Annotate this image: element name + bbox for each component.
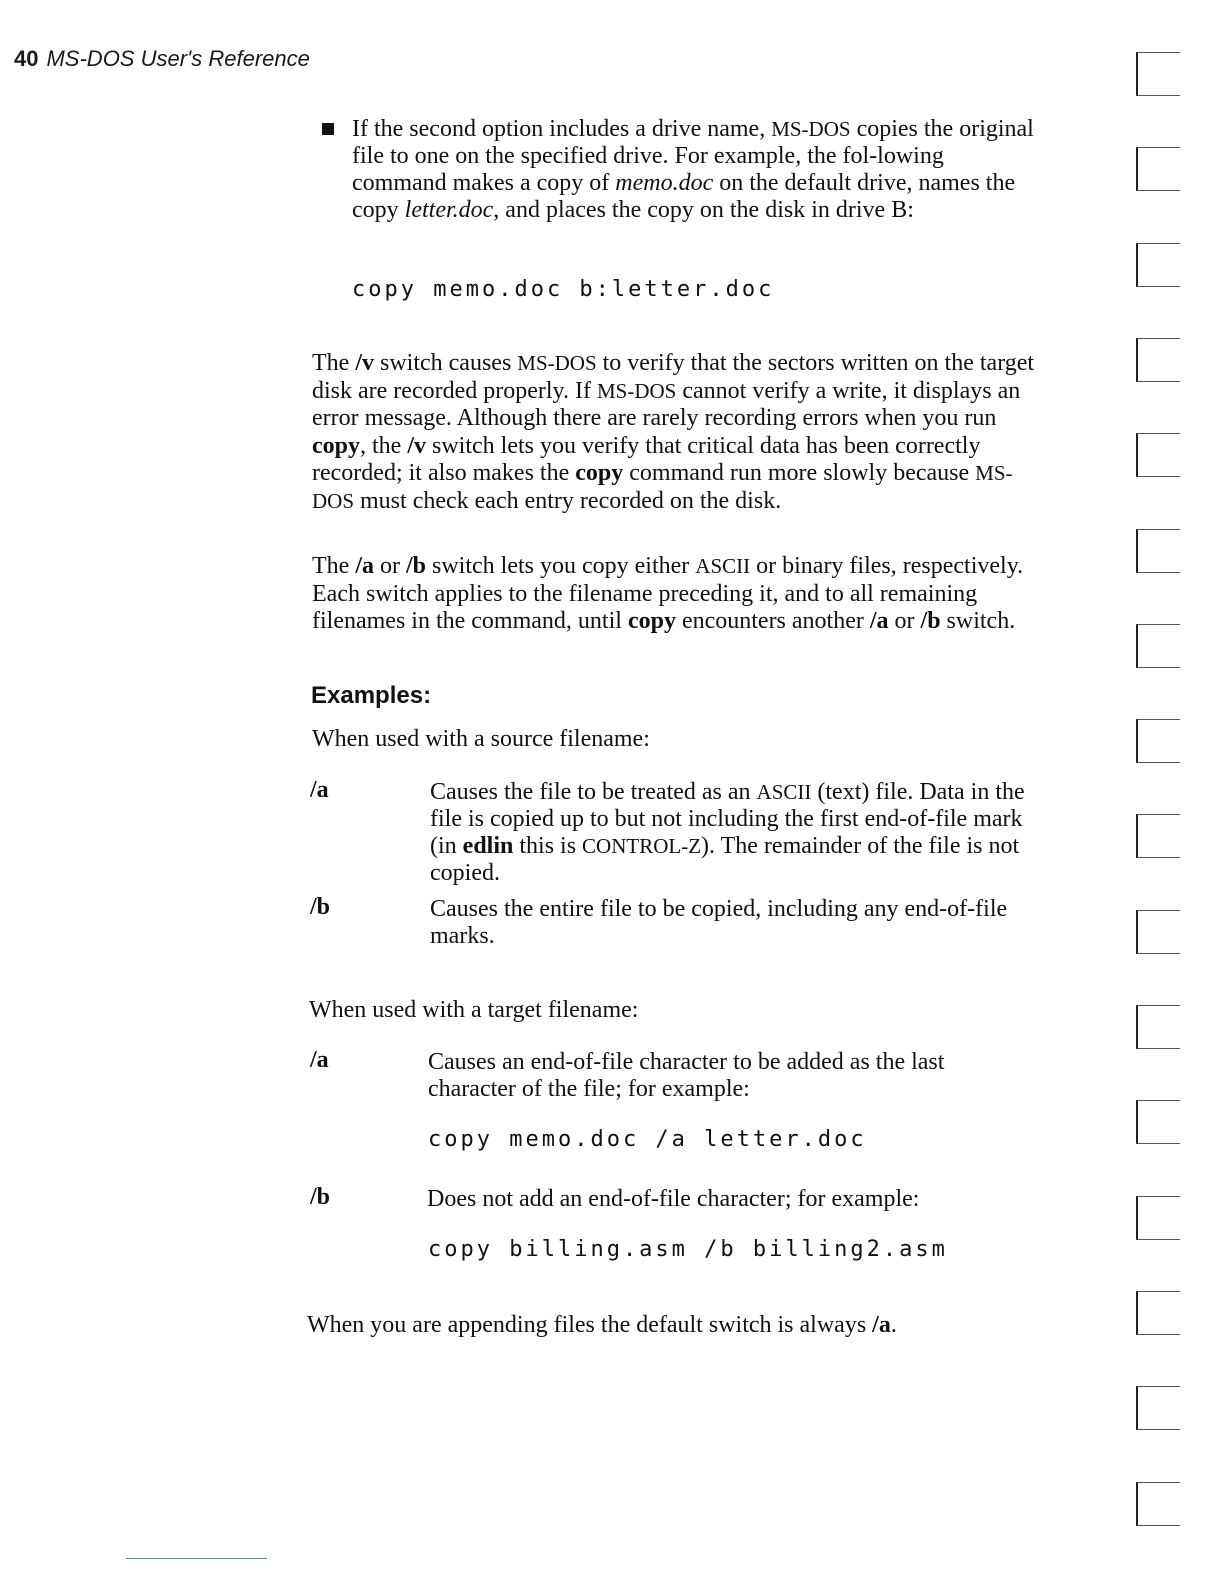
source-term-b: /b	[310, 894, 331, 920]
index-tab	[1136, 1005, 1180, 1049]
target-term-b: /b	[310, 1184, 331, 1210]
examples-heading: Examples:	[311, 682, 432, 709]
target-intro: When used with a target filename:	[309, 997, 639, 1023]
target-def-a: Causes an end-of-file character to be added as the last character of the file; for example:	[428, 1049, 945, 1102]
index-tab	[1136, 624, 1180, 668]
bullet-text: If the second option includes a drive name, MS-DOS copies the original file to one on the specified drive. For example, the fol-lowing command makes a copy of memo.doc on the default drive, names the copy letter.doc, and places the copy on the disk in drive B:	[352, 116, 1034, 223]
code-example-1: copy memo.doc b:letter.doc	[352, 277, 775, 302]
source-def-a: Causes the file to be treated as an ASCII (text) file. Data in the file is copied up to but not including the first end-of-file mark (in edlin this is CONTROL-Z). The remainder of the file is not copied.	[430, 779, 1025, 886]
index-tab	[1136, 719, 1180, 763]
closing-sentence: When you are appending files the default switch is always /a.	[307, 1312, 897, 1338]
source-intro: When used with a source filename:	[312, 726, 650, 752]
index-tab	[1136, 338, 1180, 382]
index-tab	[1136, 1196, 1180, 1240]
index-tab	[1136, 1386, 1180, 1430]
paragraph-ab-switch: The /a or /b switch lets you copy either ASCII or binary files, respectively. Each switch applies to the filename preceding it, and to all remaining filenames in the command, until copy encounters another /a or /b switch.	[312, 553, 1024, 634]
code-example-3: copy billing.asm /b billing2.asm	[428, 1237, 948, 1262]
source-term-a: /a	[310, 777, 329, 803]
index-tab-strip	[1128, 44, 1188, 1564]
bullet-square-icon	[322, 123, 334, 135]
paragraph-v-switch: The /v switch causes MS-DOS to verify that the sectors written on the target disk are recorded properly. If MS-DOS cannot verify a write, it displays an error message. Although there are rarely recording errors when you run copy, the /v switch lets you verify that critical data has been correctly recorded; it also makes the copy command run more slowly because MS-DOS must check each entry recorded on the disk.	[312, 350, 1035, 514]
index-tab	[1136, 910, 1180, 954]
index-tab	[1136, 147, 1180, 191]
code-example-2: copy memo.doc /a letter.doc	[428, 1127, 867, 1152]
index-tab	[1136, 1100, 1180, 1144]
page-header	[14, 46, 310, 72]
index-tab	[1136, 814, 1180, 858]
target-def-b: Does not add an end-of-file character; for example:	[427, 1186, 920, 1212]
footer-rule	[126, 1558, 267, 1559]
index-tab	[1136, 529, 1180, 573]
index-tab	[1136, 1482, 1180, 1526]
index-tab	[1136, 433, 1180, 477]
index-tab	[1136, 52, 1180, 96]
running-title: MS-DOS User's Reference	[46, 46, 310, 71]
source-def-b: Causes the entire file to be copied, including any end-of-file marks.	[430, 896, 1008, 949]
index-tab	[1136, 243, 1180, 287]
target-term-a: /a	[310, 1047, 329, 1073]
page-number: 40	[14, 46, 39, 71]
index-tab	[1136, 1291, 1180, 1335]
